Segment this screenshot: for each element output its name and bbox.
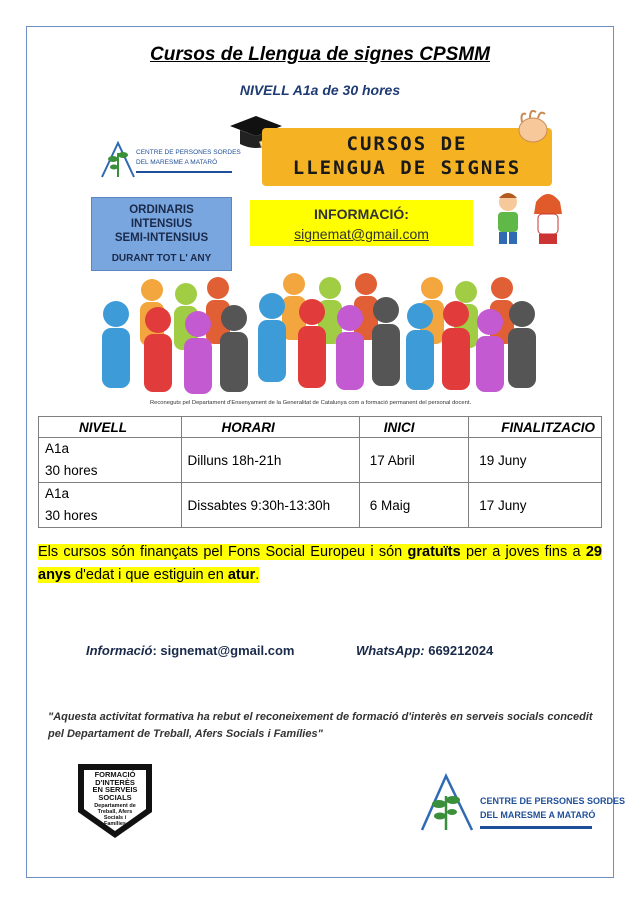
info-email-link[interactable]: signemat@gmail.com — [294, 226, 429, 242]
row-schedule: Dilluns 18h-21h — [181, 438, 359, 483]
signing-hand-icon — [510, 108, 556, 148]
course-type-ordinaris: ORDINARIS — [129, 204, 194, 216]
course-banner — [262, 128, 552, 186]
header-inici: INICI — [359, 417, 469, 438]
social-services-badge: FORMACIÓ D'INTERÈS EN SERVEIS SOCIALS Departament de Treball, Afers Socials i Famílies — [76, 762, 154, 840]
signing-kids-illustration — [486, 188, 572, 246]
contact-whatsapp — [356, 643, 493, 658]
header-finalitzacio: FINALITZACIO — [469, 417, 602, 438]
info-label: INFORMACIÓ: — [314, 206, 409, 222]
banner-line2: LLENGUA DE SIGNES — [292, 157, 522, 179]
header-horari: HORARI — [181, 417, 359, 438]
schedule-table — [38, 416, 602, 528]
logo-top-line1: CENTRE DE PERSONES SORDES — [136, 149, 241, 156]
contact-info-label: Informació — [86, 643, 153, 658]
course-type-intensius: INTENSIUS — [130, 218, 193, 230]
crowd-illustration — [94, 262, 546, 402]
info-box — [250, 200, 473, 246]
page-title: Cursos de Llengua de signes CPSMM — [150, 44, 490, 65]
logo-bottom-line1: CENTRE DE PERSONES SORDES — [480, 796, 626, 806]
funding-paragraph: Els cursos són finançats pel Fons Social Europeu i són gratuïts per a joves fins a 29 anys d'edat i que estiguin en atur. — [38, 544, 602, 583]
table-header-row — [39, 417, 602, 438]
table-row — [39, 483, 602, 528]
course-types-box — [91, 197, 232, 271]
page-subtitle: NIVELL A1a de 30 hores — [239, 82, 401, 98]
recognition-quote: "Aquesta activitat formativa ha rebut el reconeixement de formació d'interès en serveis socials concedit pel Departament de Treball, Afers Socials i Famílies" — [48, 711, 593, 740]
row-start: 17 Abril — [359, 438, 469, 483]
logo-top-line2: DEL MARESME A MATARÓ — [136, 159, 218, 166]
row-level: A1a 30 hores — [39, 483, 182, 528]
whatsapp-number[interactable]: 669212024 — [424, 643, 494, 658]
row-start: 6 Maig — [359, 483, 469, 528]
contact-info — [86, 643, 294, 658]
recognition-note: Reconeguts pel Departament d'Ensenyament de la Generalitat de Catalunya com a formació permanent del personal docent. — [150, 400, 472, 406]
table-row — [39, 438, 602, 483]
course-type-semi-intensius: SEMI-INTENSIUS — [114, 232, 209, 244]
row-end: 17 Juny — [469, 483, 602, 528]
contact-email-link[interactable]: : signemat@gmail.com — [152, 643, 295, 658]
whatsapp-label: WhatsApp: — [356, 643, 425, 658]
row-level: A1a 30 hores — [39, 438, 182, 483]
cpsmm-logo-bottom — [418, 770, 626, 840]
plant-logo-icon — [98, 133, 138, 183]
plant-logo-icon — [418, 770, 478, 836]
banner-line1: CURSOS DE — [346, 133, 468, 155]
row-schedule: Dissabtes 9:30h-13:30h — [181, 483, 359, 528]
logo-bottom-line2: DEL MARESME A MATARÓ — [480, 810, 596, 820]
course-availability: DURANT TOT L' ANY — [111, 253, 212, 264]
cpsmm-logo-top — [98, 133, 241, 183]
row-end: 19 Juny — [469, 438, 602, 483]
header-nivell: NIVELL — [39, 417, 182, 438]
